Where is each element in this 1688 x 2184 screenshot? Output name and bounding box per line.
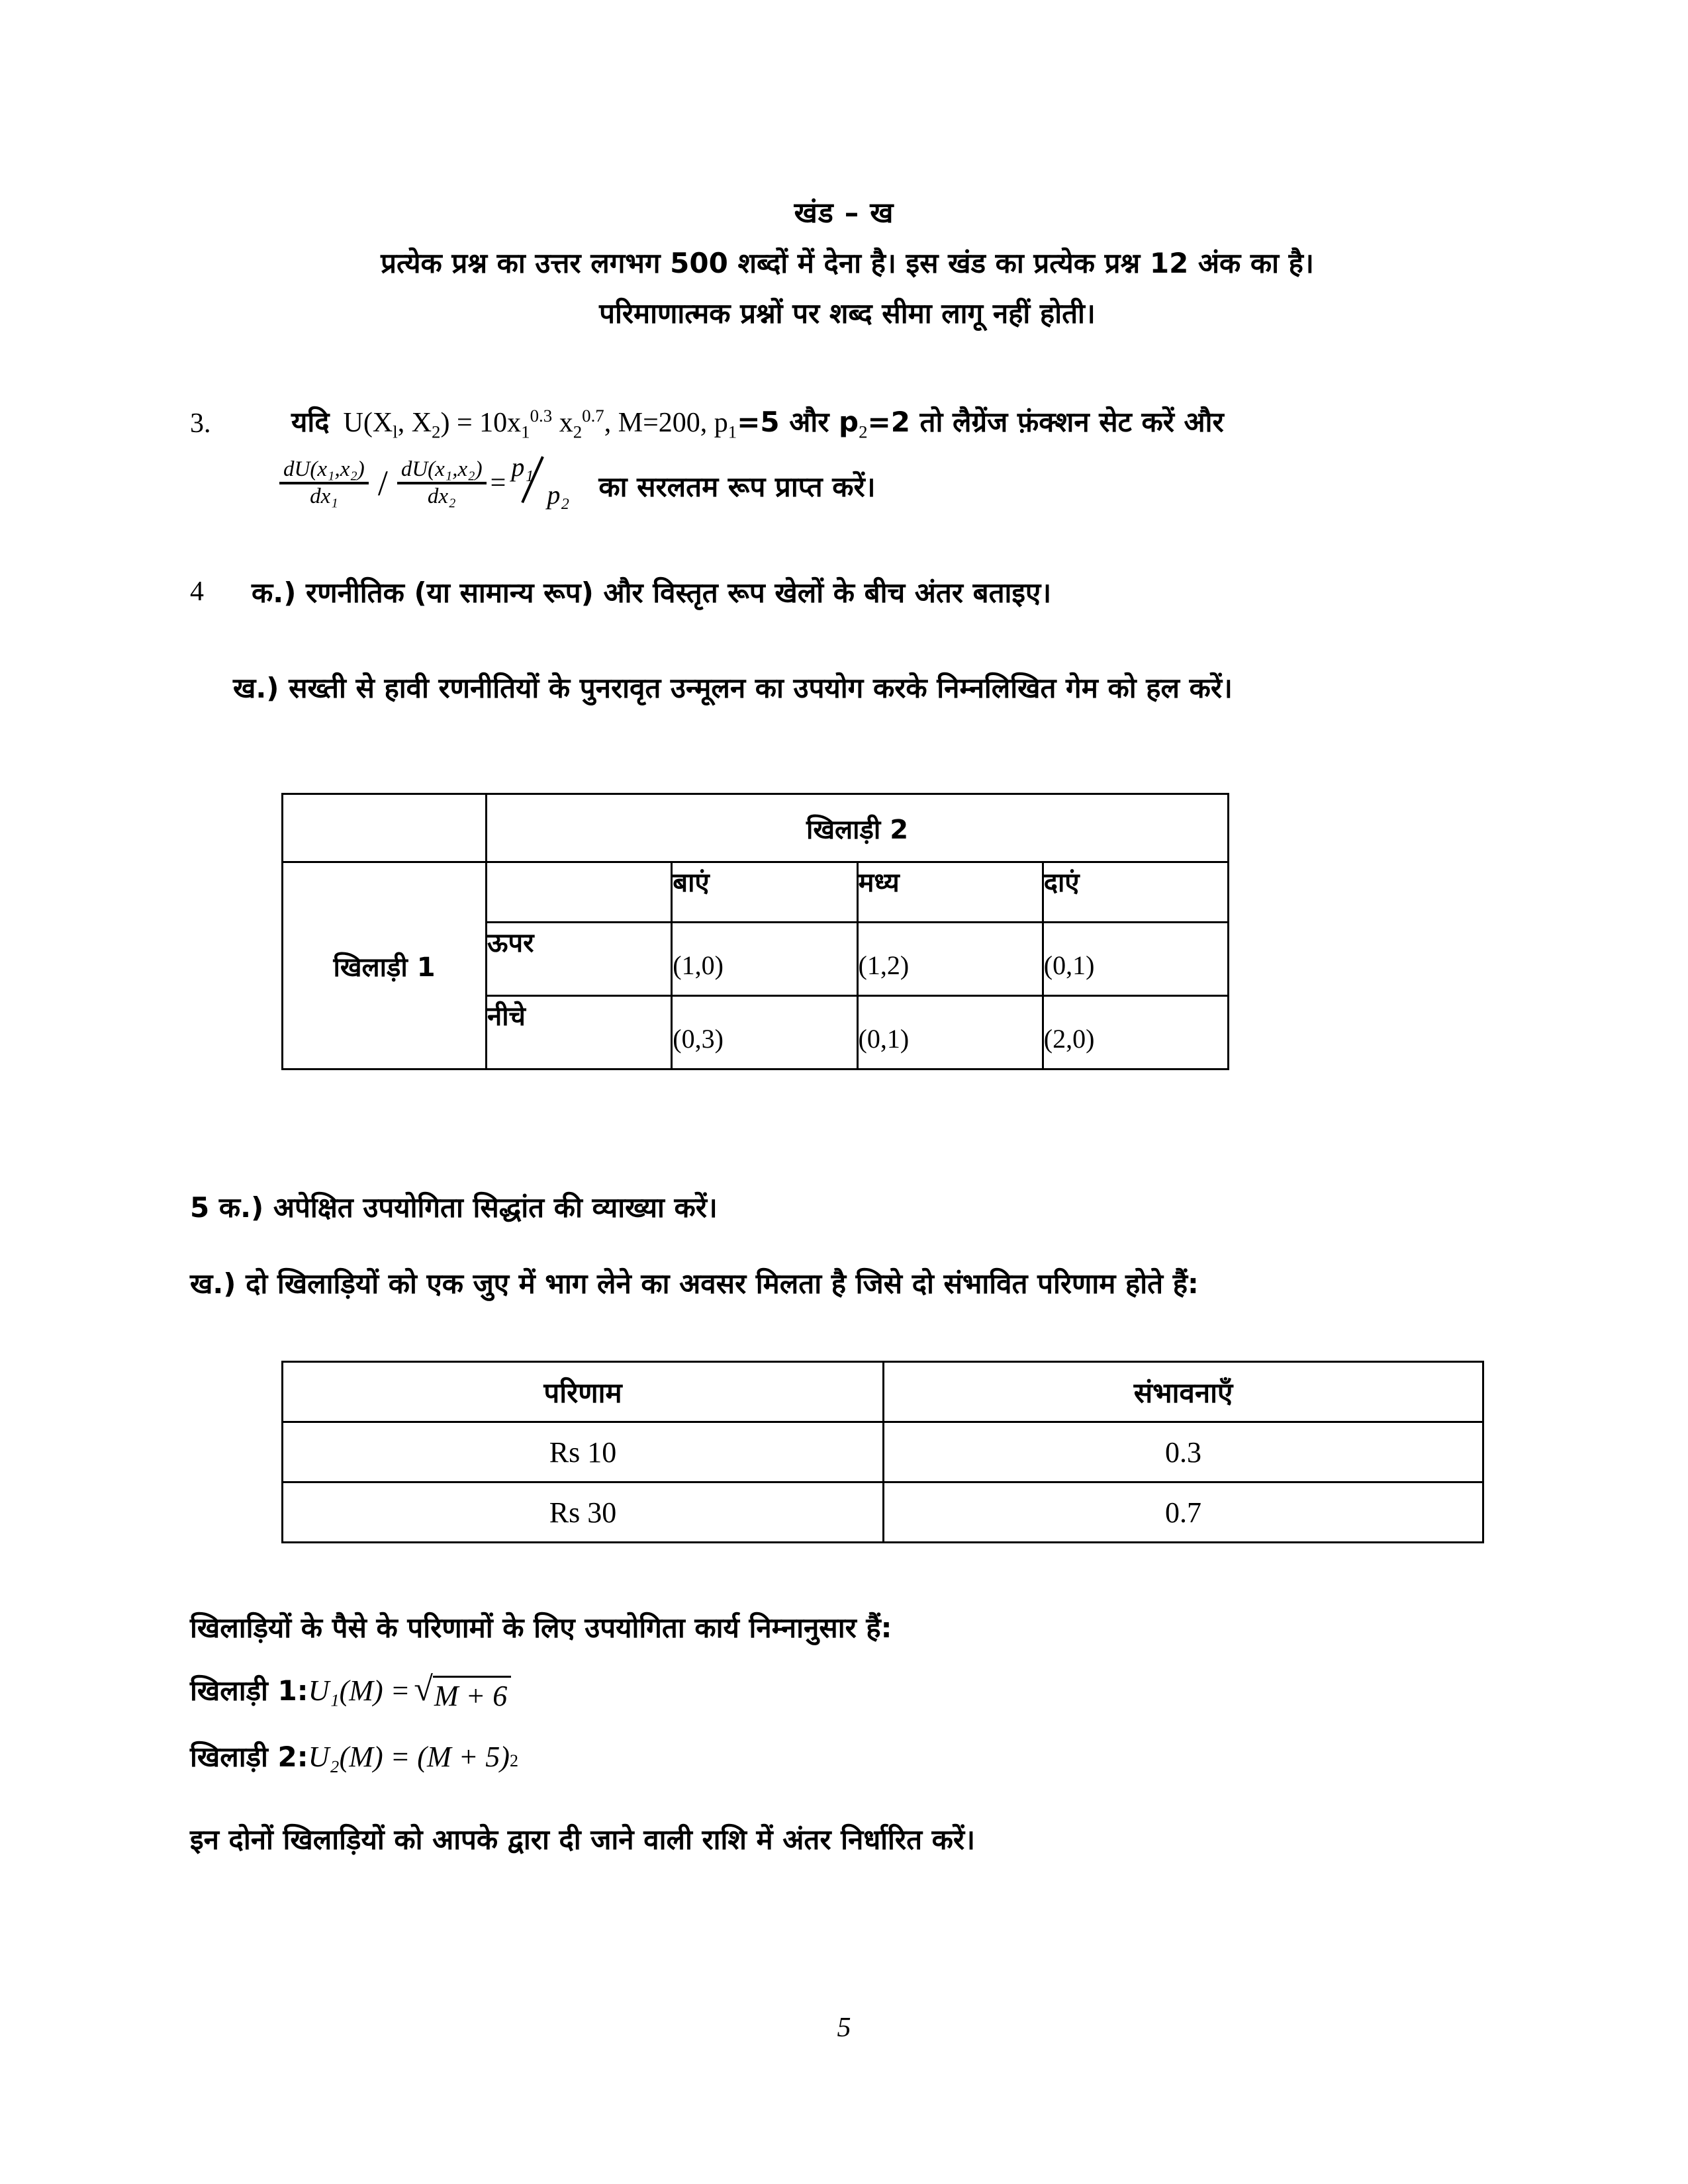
- question-3-formula: [278, 452, 876, 511]
- sqrt-icon: √: [414, 1670, 433, 1708]
- table-row: [283, 794, 1229, 862]
- q3-after-fn: , M=200, p: [604, 408, 728, 438]
- frac2-numerator: dU(x₁,x₂): [400, 457, 483, 482]
- frac1-denominator: dx₁: [279, 482, 369, 508]
- question-4-part-a: क.) रणनीतिक (या सामान्य रूप) और विस्तृत रूप खेलों के बीच अंतर बताइए।: [252, 576, 1052, 609]
- utility-player1-label: खिलाड़ी 1:: [190, 1674, 308, 1707]
- q3-x1-sub: 1: [521, 422, 530, 442]
- utility-player2-fn: U₂(M) = (M + 5): [308, 1741, 510, 1773]
- utility-player1-lhs: U₁(M) =: [308, 1674, 410, 1707]
- payoff-value: (0,1): [858, 1024, 910, 1054]
- derivative-fraction-2: [397, 458, 487, 508]
- equals-sign: =: [490, 468, 506, 498]
- square-root-expression: [414, 1670, 511, 1713]
- q3-arg-mid: , X: [397, 408, 432, 438]
- payoff-cell-down-middle: [857, 996, 1043, 1069]
- utility-player2-label: खिलाड़ी 2:: [190, 1741, 308, 1773]
- question-5-part-b: ख.) दो खिलाड़ियों को एक जुए में भाग लेने का अवसर मिलता है जिसे दो संभावित परिणाम होते हैं:: [190, 1267, 1199, 1300]
- utility-intro-text: खिलाड़ियों के पैसे के परिणामों के लिए उपयोगिता कार्य निम्नानुसार हैं:: [190, 1612, 892, 1644]
- table-row: [283, 1362, 1483, 1422]
- q3-u-label: U: [343, 408, 363, 438]
- payoff-value: (0,1): [1043, 950, 1095, 980]
- outcome-probability-table: [281, 1361, 1484, 1543]
- row-header-up: [487, 923, 672, 996]
- table-row: [283, 862, 1229, 923]
- q3-arg-open: (X: [363, 408, 393, 438]
- q3-tail-text: का सरलतम रूप प्राप्त करें।: [598, 470, 876, 503]
- q3-x2-exp: 0.7: [582, 406, 604, 426]
- column-header-middle-label: मध्य: [858, 868, 900, 898]
- payoff-cell-up-left: [672, 923, 857, 996]
- game-payoff-matrix: [281, 793, 1229, 1070]
- prob-table-probability-value: 0.3: [884, 1422, 1483, 1482]
- player2-header-cell: [487, 794, 1229, 862]
- utility-player2-line: [190, 1737, 518, 1775]
- page-number: 5: [837, 2013, 851, 2043]
- q3-p2-sub: 2: [859, 422, 868, 442]
- prob-table-outcome-value: Rs 30: [283, 1482, 884, 1543]
- q3-x2-sub: 2: [573, 422, 583, 442]
- table-row: [283, 1482, 1483, 1543]
- q3-p2-val: =2 तो लैग्रेंज फ़ंक्शन सेट करें और: [867, 406, 1224, 438]
- column-header-left-label: बाएं: [673, 868, 710, 898]
- matrix-blank-cell: [487, 862, 672, 923]
- price-ratio-denominator: p₂: [547, 480, 570, 510]
- price-ratio-fraction: [508, 452, 581, 511]
- q3-x1-exp: 0.3: [530, 406, 553, 426]
- q3-arg-sub2: 2: [432, 422, 441, 442]
- q3-p1-sub: 1: [727, 422, 737, 442]
- prob-table-header-outcome: परिणाम: [283, 1362, 884, 1422]
- section-heading: खंड – ख: [794, 197, 894, 230]
- player1-header-label: खिलाड़ी 1: [333, 952, 436, 983]
- player2-header-label: खिलाड़ी 2: [806, 814, 909, 845]
- utility-player2-exponent: 2: [509, 1751, 518, 1770]
- instruction-line-1: प्रत्येक प्रश्न का उत्तर लगभग 500 शब्दों में देना है। इस खंड का प्रत्येक प्रश्न 12 अंक का है।: [381, 247, 1314, 279]
- payoff-value: (1,2): [858, 950, 910, 980]
- derivative-fraction-1: [279, 458, 369, 508]
- prob-table-probability-value: 0.7: [884, 1482, 1483, 1543]
- q3-p1-val: =5 और p: [737, 406, 859, 438]
- division-slash: /: [377, 463, 388, 503]
- question-4-part-b: ख.) सख्ती से हावी रणनीतियों के पुनरावृत उन्मूलन का उपयोग करके निम्नलिखित गेम को हल करें।: [233, 672, 1233, 704]
- prob-table-header-probability: संभावनाएँ: [884, 1362, 1483, 1422]
- payoff-cell-down-left: [672, 996, 857, 1069]
- q3-arg-sub1: l: [393, 422, 398, 442]
- row-header-down-label: नीचे: [487, 1001, 526, 1032]
- q3-x2-lead: x: [552, 408, 573, 438]
- payoff-value: (1,0): [673, 950, 724, 980]
- q3-prefix: यदि: [291, 406, 330, 438]
- column-header-middle: [857, 862, 1043, 923]
- matrix-corner-cell: [283, 794, 487, 862]
- frac1-numerator: dU(x₁,x₂): [283, 457, 365, 482]
- table-row: [283, 1422, 1483, 1482]
- instruction-line-2: परिमाणात्मक प्रश्नों पर शब्द सीमा लागू नहीं होती।: [599, 297, 1096, 330]
- column-header-right-label: दाएं: [1043, 868, 1080, 898]
- question-3-number: 3.: [190, 408, 211, 439]
- frac2-denominator: dx₂: [397, 482, 487, 508]
- payoff-cell-up-middle: [857, 923, 1043, 996]
- column-header-right: [1043, 862, 1228, 923]
- price-ratio-numerator: p₁: [511, 452, 534, 482]
- payoff-value: (0,3): [673, 1024, 724, 1054]
- row-header-up-label: ऊपर: [487, 928, 534, 958]
- sqrt-radicand: M + 6: [433, 1676, 511, 1713]
- row-header-down: [487, 996, 672, 1069]
- column-header-left: [672, 862, 857, 923]
- utility-player1-line: [190, 1671, 511, 1713]
- payoff-cell-down-right: [1043, 996, 1228, 1069]
- payoff-value: (2,0): [1043, 1024, 1095, 1054]
- player1-header-cell: [283, 862, 487, 1069]
- question-5-part-a: 5 क.) अपेक्षित उपयोगिता सिद्धांत की व्याख्या करें।: [190, 1191, 718, 1224]
- payoff-cell-up-right: [1043, 923, 1228, 996]
- prob-table-outcome-value: Rs 10: [283, 1422, 884, 1482]
- q3-arg-close: ) = 10x: [440, 408, 522, 438]
- final-instruction-line: इन दोनों खिलाड़ियों को आपके द्वारा दी जाने वाली राशि में अंतर निर्धारित करें।: [190, 1823, 975, 1856]
- question-4-number: 4: [190, 576, 204, 607]
- question-3-statement: [291, 402, 1224, 442]
